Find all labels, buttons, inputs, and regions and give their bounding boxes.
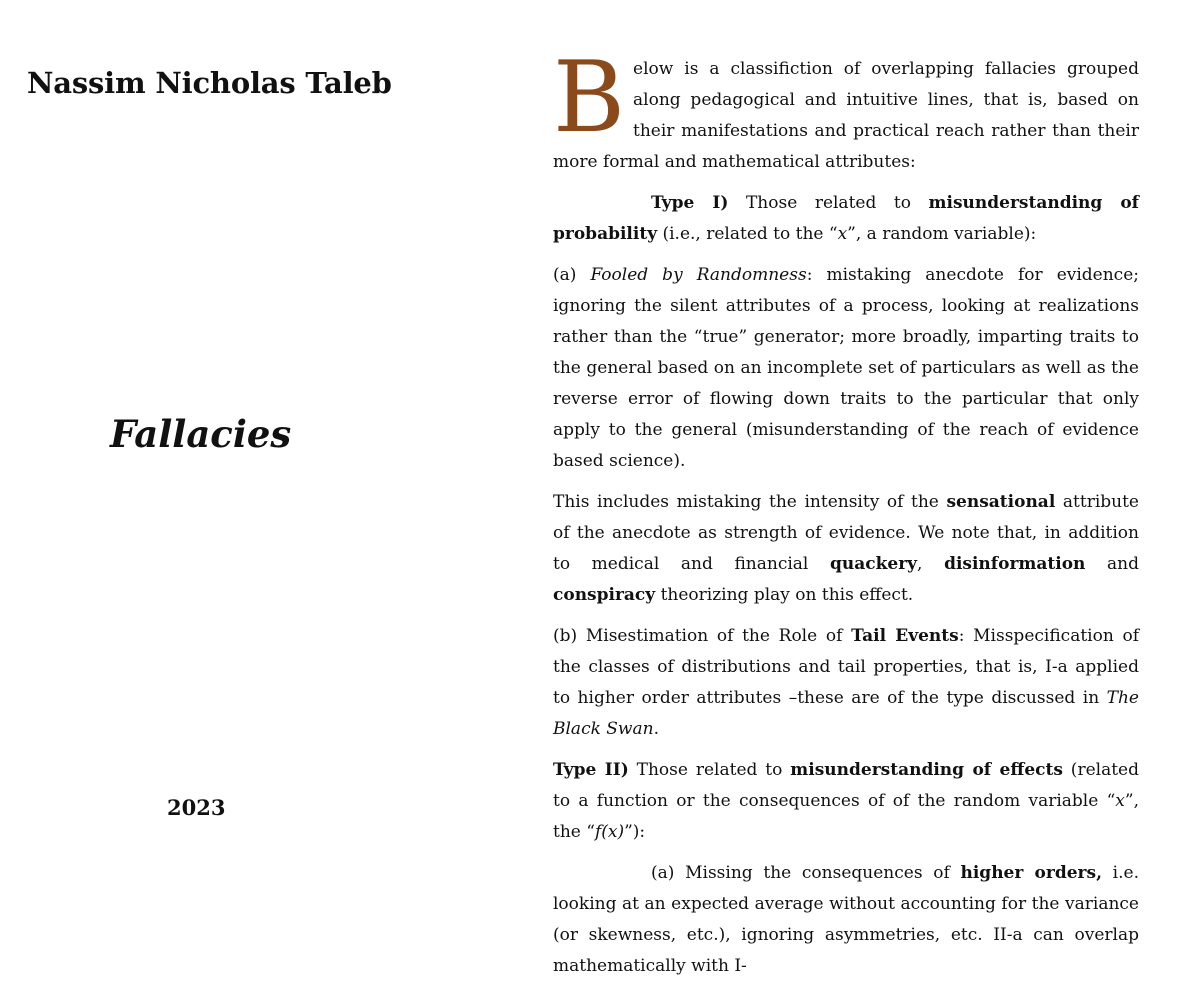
type-2-text: ”, the “ (553, 791, 1139, 842)
item-1a-label: (a) (553, 265, 591, 285)
type-2-variable: x (1115, 791, 1125, 811)
includes-text: theorizing play on this effect. (655, 585, 914, 605)
includes-text: This includes mistaking the intensity of the (553, 492, 947, 512)
includes-text: and (1085, 554, 1140, 574)
item-1b-bold: Tail Events (851, 626, 959, 646)
item-1b-italic: The Black Swan (553, 688, 1139, 739)
intro-text: elow is a classifiction of overlapping fallacies grouped along pedagogical and intuitive lines, that is, based on their manifestations and practical reach rather than their more formal and mathematical attributes: (553, 59, 1139, 172)
includes-text: attribute of the anecdote as strength of evidence. We note that, in addition to medical and financial (553, 492, 1139, 574)
item-1a-paragraph (553, 260, 1139, 477)
type-2-heading (553, 755, 1139, 848)
includes-bold: sensational (946, 492, 1056, 512)
type-1-bold: misunderstanding of probability (553, 193, 1139, 244)
intro-paragraph (553, 41, 1139, 178)
left-page (0, 0, 480, 891)
item-1a-italic-title: Fooled by Randomness (590, 265, 807, 285)
right-page (553, 41, 1140, 976)
type-2-text: (related to a function or the consequences of of the random variable “ (553, 760, 1139, 811)
item-2a-text: (a) Missing the consequences of (651, 863, 961, 883)
includes-bold: disinformation (944, 554, 1086, 574)
type-2-bold: misunderstanding of effects (790, 760, 1063, 780)
book-title: Fallacies (110, 412, 292, 456)
item-1b-text: . (653, 719, 659, 739)
type-1-text: ”, a random variable): (847, 224, 1037, 244)
type-1-label: Type I) (651, 193, 729, 213)
type-1-variable: x (837, 224, 848, 244)
item-2a-text: i.e. looking at an expected average without accounting for the variance (or skewness, etc.), ignoring asymmetries, etc. II-a can overlap mathematically with I- (553, 863, 1139, 976)
drop-cap: B (553, 41, 626, 155)
includes-text: , (917, 554, 945, 574)
type-2-text: Those related to (628, 760, 791, 780)
author-name: Nassim Nicholas Taleb (27, 66, 392, 100)
type-1-text: Those related to (728, 193, 929, 213)
item-2a-paragraph (553, 858, 1139, 982)
type-1-text: (i.e., related to the “ (657, 224, 838, 244)
item-1a-text: : mistaking anecdote for evidence; ignoring the silent attributes of a process, looking at realizations rather than the “true” generator; more broadly, imparting traits to the general based on an incomplete set of particulars as well as the reverse error of flowing down traits to the particular that only apply to the general (misunderstanding of the reach of evidence based science). (553, 265, 1139, 471)
publication-year: 2023 (167, 795, 226, 820)
type-1-heading (553, 188, 1139, 250)
includes-bold: conspiracy (553, 585, 656, 605)
item-1b-text: (b) Misestimation of the Role of (553, 626, 852, 646)
includes-paragraph (553, 487, 1139, 611)
includes-bold: quackery (829, 554, 918, 574)
item-2a-bold: higher orders, (960, 863, 1102, 883)
type-2-function: f(x) (594, 822, 625, 842)
item-1b-text: : Misspecification of the classes of distributions and tail properties, that is, I-a applied to higher order attributes –these are of the type discussed in (553, 626, 1140, 708)
item-1b-paragraph (553, 621, 1139, 745)
type-2-text: ”): (624, 822, 646, 842)
type-2-label: Type II) (553, 760, 629, 780)
